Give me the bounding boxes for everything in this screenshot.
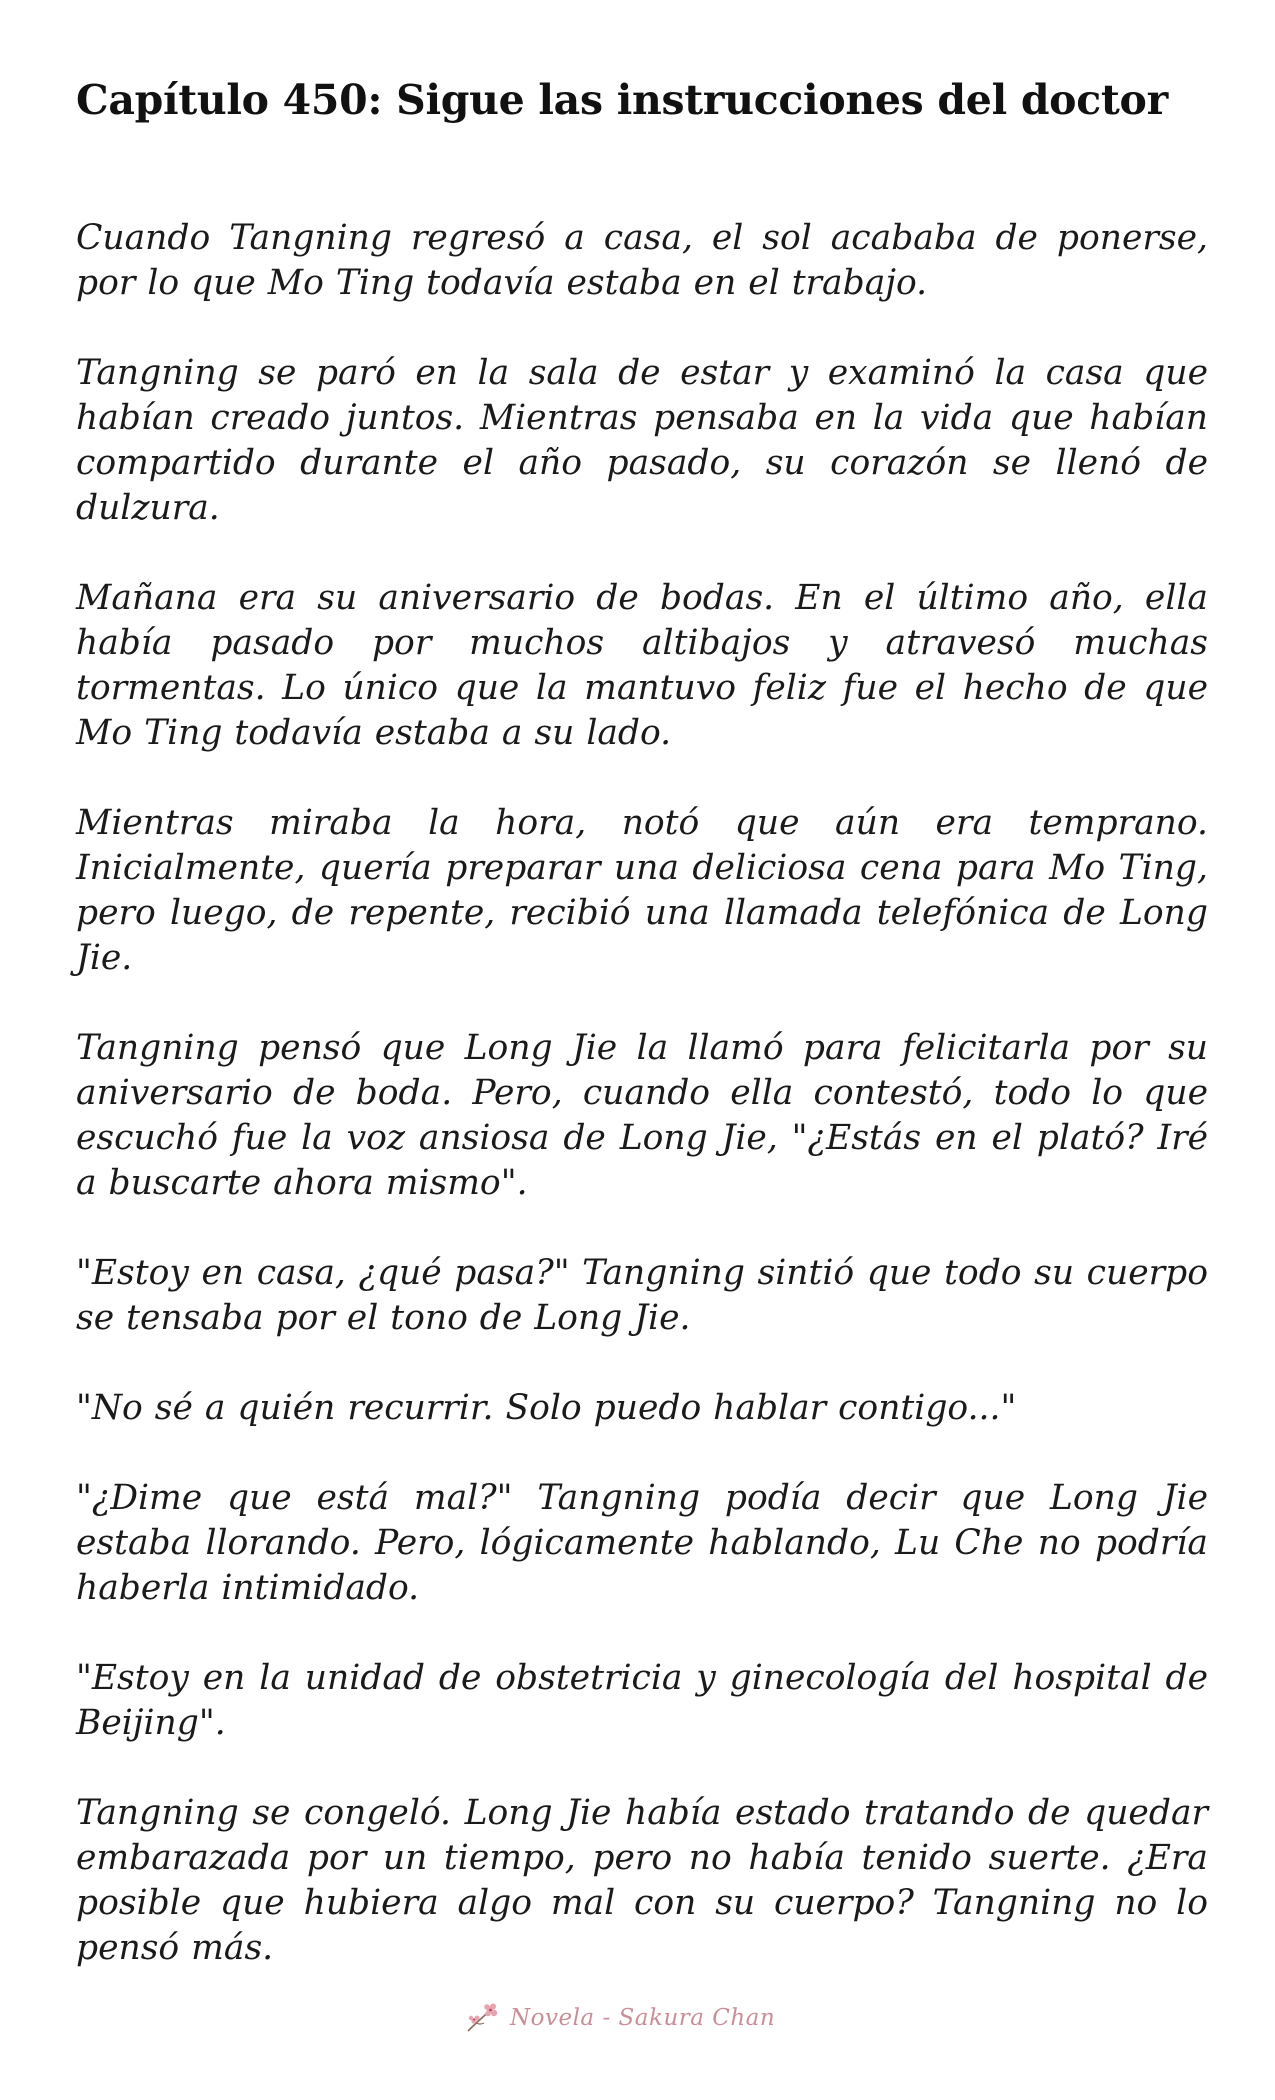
sakura-blossom-icon: [462, 2001, 502, 2035]
watermark-text: Novela - Sakura Chan: [510, 2005, 776, 2031]
paragraph-8: "¿Dime que está mal?" Tangning podía decir que Long Jie estaba llorando. Pero, lógicamente hablando, Lu Che no podría haberla intimidado.: [76, 1478, 1208, 1608]
paragraph-5: Tangning pensó que Long Jie la llamó para felicitarla por su aniversario de boda. Pero, cuando ella contestó, todo lo que escuchó fue la voz ansiosa de Long Jie, "¿Estás en el plató? Iré a buscarte ahora mismo".: [76, 1028, 1208, 1203]
paragraph-2: Tangning se paró en la sala de estar y examinó la casa que habían creado juntos. Mientras pensaba en la vida que habían compartido durante el año pasado, su corazón se llenó de dulzura.: [76, 353, 1208, 528]
watermark: [462, 1998, 775, 2038]
paragraph-1: Cuando Tangning regresó a casa, el sol acababa de ponerse, por lo que Mo Ting todavía estaba en el trabajo.: [76, 218, 1208, 303]
chapter-title: Capítulo 450: Sigue las instrucciones del doctor: [76, 76, 1168, 124]
paragraph-6: "Estoy en casa, ¿qué pasa?" Tangning sintió que todo su cuerpo se tensaba por el tono de Long Jie.: [76, 1253, 1208, 1338]
paragraph-10: Tangning se congeló. Long Jie había estado tratando de quedar embarazada por un tiempo, pero no había tenido suerte. ¿Era posible que hubiera algo mal con su cuerpo? Tangning no lo pensó más.: [76, 1793, 1208, 1968]
paragraph-9: "Estoy en la unidad de obstetricia y ginecología del hospital de Beijing".: [76, 1658, 1208, 1743]
paragraph-4: Mientras miraba la hora, notó que aún era temprano. Inicialmente, quería preparar una deliciosa cena para Mo Ting, pero luego, de repente, recibió una llamada telefónica de Long Jie.: [76, 803, 1208, 978]
chapter-body: [76, 216, 1208, 2016]
paragraph-3: Mañana era su aniversario de bodas. En el último año, ella había pasado por muchos altibajos y atravesó muchas tormentas. Lo único que la mantuvo feliz fue el hecho de que Mo Ting todavía estaba a su lado.: [76, 578, 1208, 753]
paragraph-7: "No sé a quién recurrir. Solo puedo hablar contigo...": [76, 1388, 1017, 1428]
